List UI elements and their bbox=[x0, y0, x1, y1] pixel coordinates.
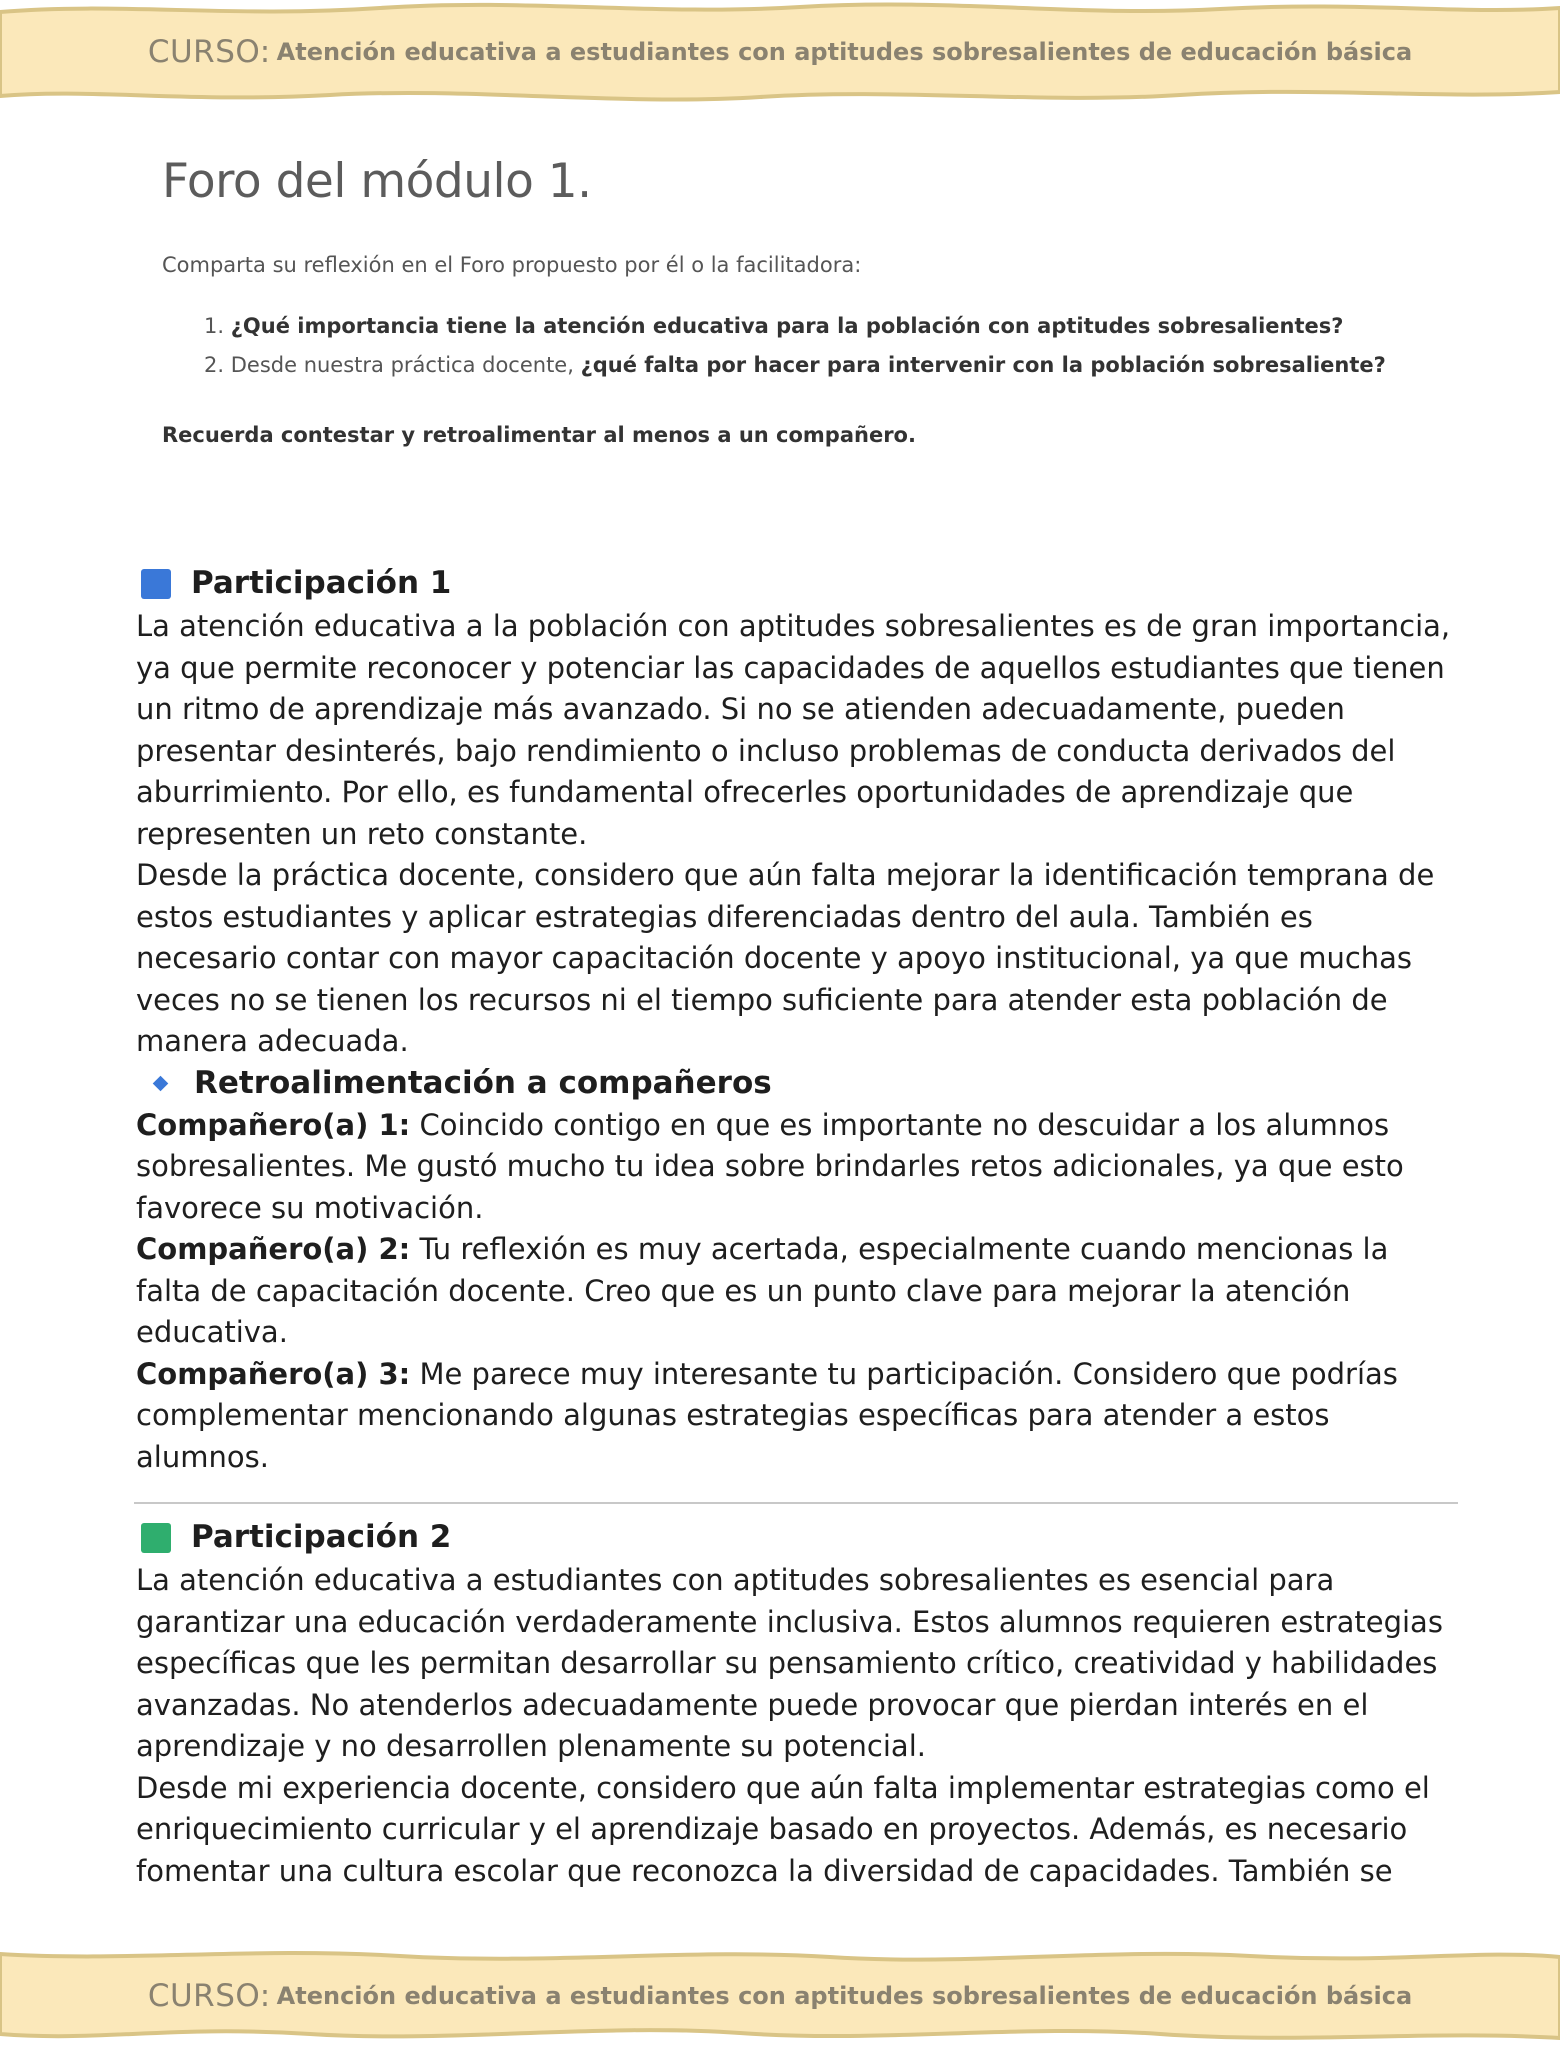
feedback-label: Compañero(a) 1: bbox=[136, 1107, 411, 1142]
forum-reminder: Recuerda contestar y retroalimentar al menos a un compañero. bbox=[162, 423, 916, 447]
question-number: 1. bbox=[204, 314, 225, 338]
question-intro: Desde nuestra práctica docente, bbox=[230, 353, 581, 377]
forum-instructions bbox=[162, 140, 1462, 447]
banner-label: CURSO: bbox=[147, 1978, 271, 2014]
feedback-item bbox=[136, 1105, 1456, 1230]
participation-paragraph: Desde la práctica docente, considero que aún falta mejorar la identificación temprana de estos estudiantes y aplicar estrategias diferenciadas dentro del aula. También es necesario contar con mayor capacitación docente y apoyo institucional, ya que muchas veces no se tienen los recursos ni el tiempo suficiente para atender esta población de manera adecuada. bbox=[136, 858, 1435, 1058]
feedback-text: Tu reflexión es muy acertada, especialmente cuando mencionas la falta de capacitación docente. Creo que es un punto clave para mejorar la atención educativa. bbox=[136, 1232, 1389, 1349]
question-item bbox=[204, 307, 1462, 346]
course-banner-bottom bbox=[0, 1944, 1560, 2048]
participation-heading bbox=[136, 562, 1456, 606]
participation-paragraph: La atención educativa a la población con aptitudes sobresalientes es de gran importancia, ya que permite reconocer y potenciar las capacidades de aquellos estudiantes que tienen un ritmo de aprendizaje más avanzado. Si no se atienden adecuadamente, pueden presentar desinterés, bajo rendimiento o incluso problemas de conducta derivados del aburrimiento. Por ello, es fundamental ofrecerles oportunidades de aprendizaje que representen un reto constante. bbox=[136, 609, 1451, 851]
section-divider bbox=[134, 1502, 1458, 1504]
feedback-item bbox=[136, 1229, 1456, 1354]
participation-paragraph: Desde mi experiencia docente, considero que aún falta implementar estrategias como el enriquecimiento curricular y el aprendizaje basado en proyectos. Además, es necesario fomentar una cultura escolar que reconozca la diversidad de capacidades. También se bbox=[136, 1770, 1430, 1888]
question-list bbox=[162, 307, 1462, 385]
feedback-label: Compañero(a) 3: bbox=[136, 1356, 411, 1391]
feedback-text: Coincido contigo en que es importante no descuidar a los alumnos sobresalientes. Me gustó mucho tu idea sobre brindarles retos adicionales, ya que esto favorece su motivación. bbox=[136, 1107, 1404, 1225]
participation-title: Participación 1 bbox=[191, 565, 452, 602]
question-item bbox=[204, 346, 1462, 385]
participations bbox=[136, 562, 1456, 1892]
feedback-heading bbox=[136, 1063, 1456, 1105]
banner-title: Atención educativa a estudiantes con aptitudes sobresalientes de educación básica bbox=[276, 1982, 1413, 2010]
feedback-text: Me parece muy interesante tu participación. Considero que podrías complementar mencionando algunas estrategias específicas para atender a estos alumnos. bbox=[136, 1356, 1398, 1474]
course-banner-top bbox=[0, 0, 1560, 104]
feedback-title: Retroalimentación a compañeros bbox=[194, 1064, 772, 1101]
banner-title: Atención educativa a estudiantes con aptitudes sobresalientes de educación básica bbox=[276, 38, 1413, 66]
participation-heading bbox=[136, 1516, 1456, 1560]
forum-title: Foro del módulo 1. bbox=[162, 154, 592, 209]
participation-paragraph: La atención educativa a estudiantes con aptitudes sobresalientes es esencial para garantizar una educación verdaderamente inclusiva. Estos alumnos requieren estrategias específicas que les permitan desarrollar su pensamiento crítico, creatividad y habilidades avanzadas. No atenderlos adecuadamente puede provocar que pierdan interés en el aprendizaje y no desarrollen plenamente su potencial. bbox=[136, 1563, 1443, 1763]
feedback-label: Compañero(a) 2: bbox=[136, 1232, 411, 1266]
blue-square-icon bbox=[141, 569, 171, 599]
blue-diamond-icon bbox=[153, 1076, 169, 1092]
question-text: ¿qué falta por hacer para intervenir con la población sobresaliente? bbox=[580, 353, 1386, 377]
participation-title: Participación 2 bbox=[191, 1519, 452, 1556]
banner-label: CURSO: bbox=[147, 34, 271, 70]
forum-prompt: Comparta su reflexión en el Foro propuesto por él o la facilitadora: bbox=[162, 253, 862, 277]
green-square-icon bbox=[141, 1523, 171, 1553]
question-number: 2. bbox=[204, 353, 225, 377]
feedback-item bbox=[136, 1354, 1456, 1479]
question-text: ¿Qué importancia tiene la atención educativa para la población con aptitudes sobresalientes? bbox=[230, 314, 1344, 338]
